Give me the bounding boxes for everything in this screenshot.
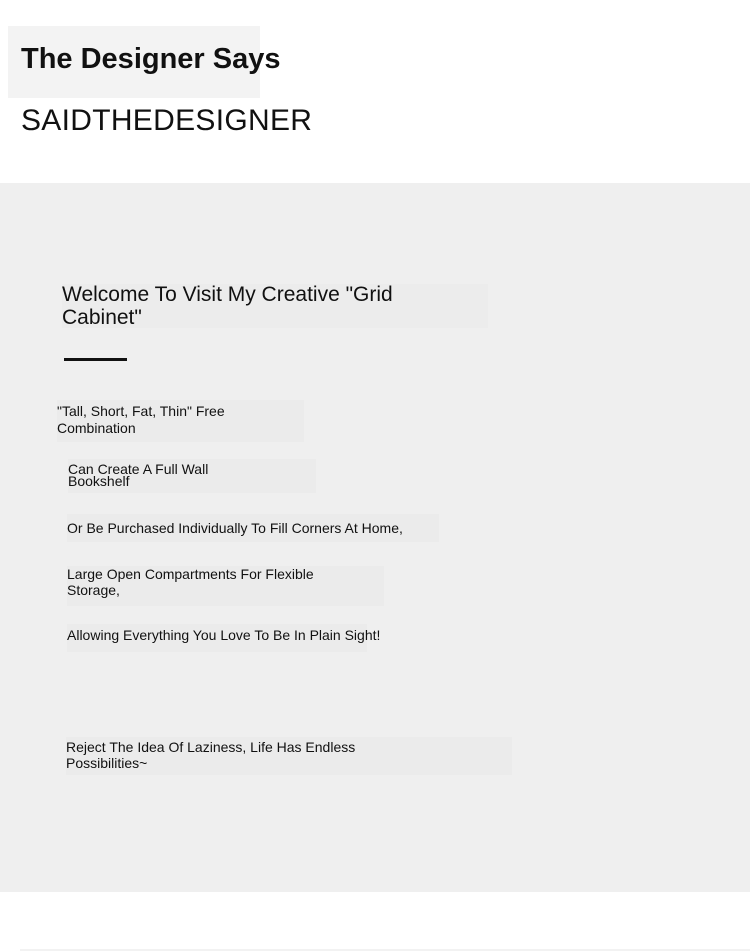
feature-line: Allowing Everything You Love To Be In Plain Sight!: [67, 627, 381, 643]
site-footer: [0, 892, 750, 951]
feature-line: Large Open Compartments For Flexible Storage,: [67, 566, 314, 598]
heading-divider: [64, 358, 127, 361]
main-heading: Welcome To Visit My Creative "Grid Cabinet": [62, 283, 393, 329]
feature-line: Or Be Purchased Individually To Fill Corners At Home,: [67, 520, 403, 536]
feature-line: Reject The Idea Of Laziness, Life Has Endless Possibilities~: [66, 739, 356, 771]
site-title[interactable]: The Designer Says: [21, 43, 281, 75]
main-content: [0, 183, 750, 892]
site-tagline: SAIDTHEDESIGNER: [21, 104, 313, 137]
feature-line: Can Create A Full Wall Bookshelf: [68, 461, 209, 489]
site-header: [0, 0, 750, 183]
feature-line: "Tall, Short, Fat, Thin" Free Combination: [57, 403, 225, 436]
